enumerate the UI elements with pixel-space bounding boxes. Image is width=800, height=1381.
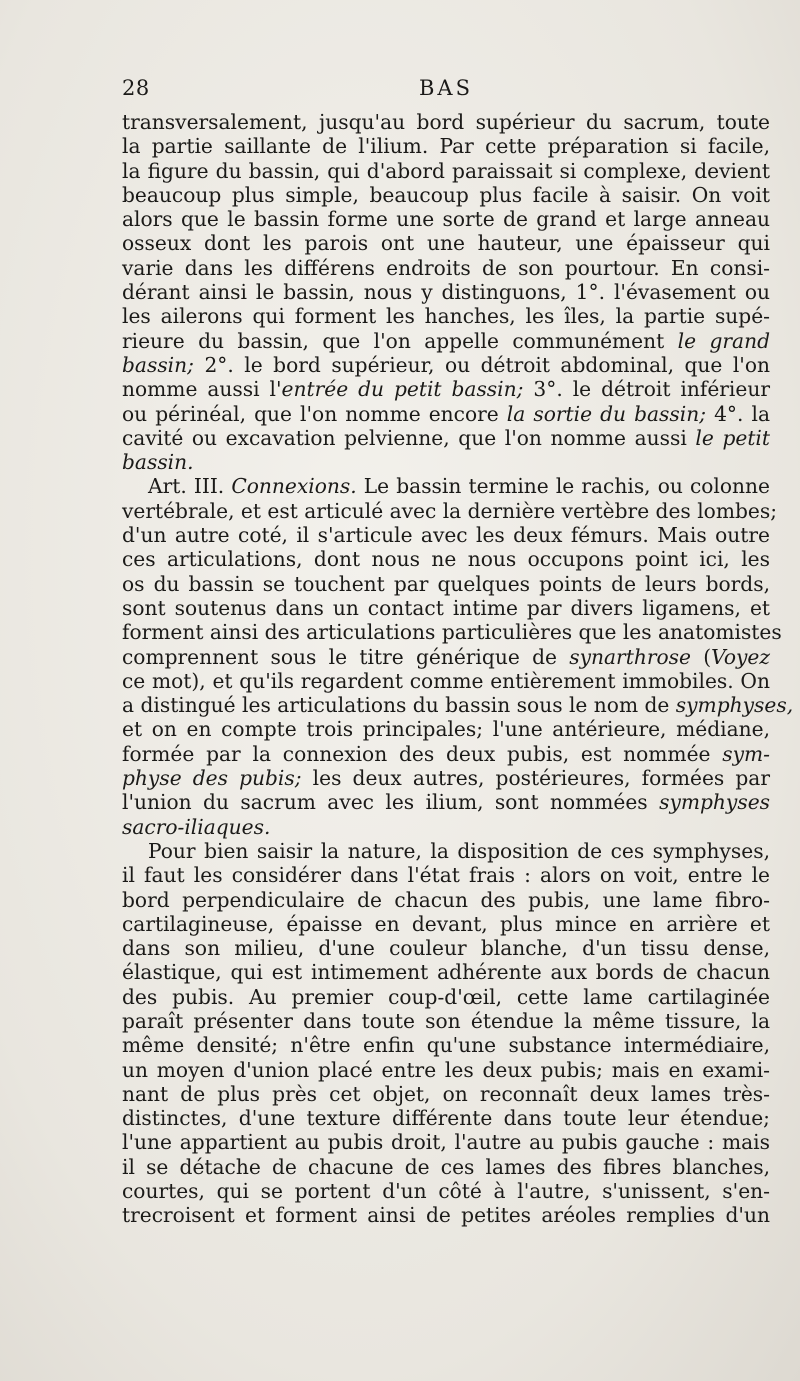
paragraph-3-symphyses (122, 839, 770, 1228)
text-line: bassin. (122, 450, 194, 475)
text-line: formée par la connexion des deux pubis, est nommée sym- (122, 741, 770, 766)
text-line: dérant ainsi le bassin, nous y distinguons, 1°. l'évasement ou (122, 280, 770, 305)
text-line: trecroisent et forment ainsi de petites aréoles remplies d'un (122, 1203, 770, 1228)
text-line: des pubis. Au premier coup-d'œil, cette lame cartilaginée (122, 984, 770, 1009)
text-line: distinctes, d'une texture différente dans toute leur étendue; (122, 1106, 770, 1131)
text-line: ou périnéal, que l'on nomme encore la sortie du bassin; 4°. la (122, 401, 771, 426)
text-line: paraît présenter dans toute son étendue la même tissure, la (122, 1008, 770, 1033)
text-line: cavité ou excavation pelvienne, que l'on nomme aussi le petit (122, 425, 771, 450)
text-line: Pour bien saisir la nature, la disposition de ces symphyses, (148, 838, 770, 863)
text-line: d'un autre coté, il s'articule avec les deux fémurs. Mais outre (122, 523, 770, 548)
text-line: osseux dont les parois ont une hauteur, une épaisseur qui (122, 231, 770, 256)
text-line: varie dans les différens endroits de son pourtour. En consi- (122, 255, 770, 280)
text-line: a distingué les articulations du bassin sous le nom de symphyses, (122, 693, 794, 718)
text-line: la figure du bassin, qui d'abord paraissait si complexe, devient (122, 158, 770, 183)
text-line: et on en compte trois principales; l'une antérieure, médiane, (122, 717, 770, 742)
text-line: sacro-iliaques. (122, 814, 271, 839)
page-number: 28 (122, 76, 150, 100)
text-line: l'une appartient au pubis droit, l'autre au pubis gauche : mais (122, 1130, 770, 1155)
text-line: vertébrale, et est articulé avec la dernière vertèbre des lombes; (122, 498, 777, 523)
text-line: courtes, qui se portent d'un côté à l'autre, s'unissent, s'en- (122, 1179, 770, 1204)
text-line: il se détache de chacune de ces lames des fibres blanches, (122, 1154, 770, 1179)
text-line: os du bassin se touchent par quelques points de leurs bords, (122, 571, 770, 596)
text-line: élastique, qui est intimement adhérente aux bords de chacun (122, 960, 770, 985)
text-line: la partie saillante de l'ilium. Par cette préparation si facile, (122, 134, 770, 159)
text-line: les ailerons qui forment les hanches, les îles, la partie supé- (122, 304, 770, 329)
text-line: forment ainsi des articulations particulières que les anatomistes (122, 620, 782, 645)
text-line: même densité; n'être enfin qu'une substance intermédiaire, (122, 1033, 770, 1058)
text-line: bord perpendiculaire de chacun des pubis, une lame fibro- (122, 887, 770, 912)
text-line: transversalement, jusqu'au bord supérieur du sacrum, toute (122, 110, 770, 134)
body-text (122, 110, 794, 1228)
text-line: ces articulations, dont nous ne nous occupons point ici, les (122, 547, 770, 572)
paragraph-2-connexions (122, 474, 794, 839)
text-line: physe des pubis; les deux autres, postérieures, formées par (122, 766, 770, 791)
text-line: un moyen d'union placé entre les deux pubis; mais en exami- (122, 1057, 770, 1082)
text-line: sont soutenus dans un contact intime par divers ligamens, et (122, 595, 770, 620)
text-line: il faut les considérer dans l'état frais : alors on voit, entre le (122, 863, 770, 888)
text-line: l'union du sacrum avec les ilium, sont nommées symphyses (122, 790, 770, 815)
text-line: alors que le bassin forme une sorte de grand et large anneau (122, 207, 770, 232)
page-header (122, 76, 770, 106)
text-line: rieure du bassin, que l'on appelle communément le grand (122, 328, 771, 353)
text-line: Art. III. Connexions. Le bassin termine le rachis, ou colonne (148, 474, 770, 499)
text-line: comprennent sous le titre générique de synarthrose (Voyez (122, 644, 770, 669)
text-line: nant de plus près cet objet, on reconnaît deux lames très- (122, 1081, 770, 1106)
text-line: beaucoup plus simple, beaucoup plus facile à saisir. On voit (122, 182, 770, 207)
text-line: dans son milieu, d'une couleur blanche, d'un tissu dense, (122, 936, 770, 961)
text-line: bassin; 2°. le bord supérieur, ou détroit abdominal, que l'on (122, 352, 770, 377)
paragraph-1 (122, 110, 770, 474)
text-line: nomme aussi l'entrée du petit bassin; 3°. le détroit inférieur (122, 377, 770, 402)
running-head: BAS (419, 76, 473, 100)
text-line: ce mot), et qu'ils regardent comme entièrement immobiles. On (122, 668, 770, 693)
text-line: cartilagineuse, épaisse en devant, plus mince en arrière et (122, 911, 770, 936)
